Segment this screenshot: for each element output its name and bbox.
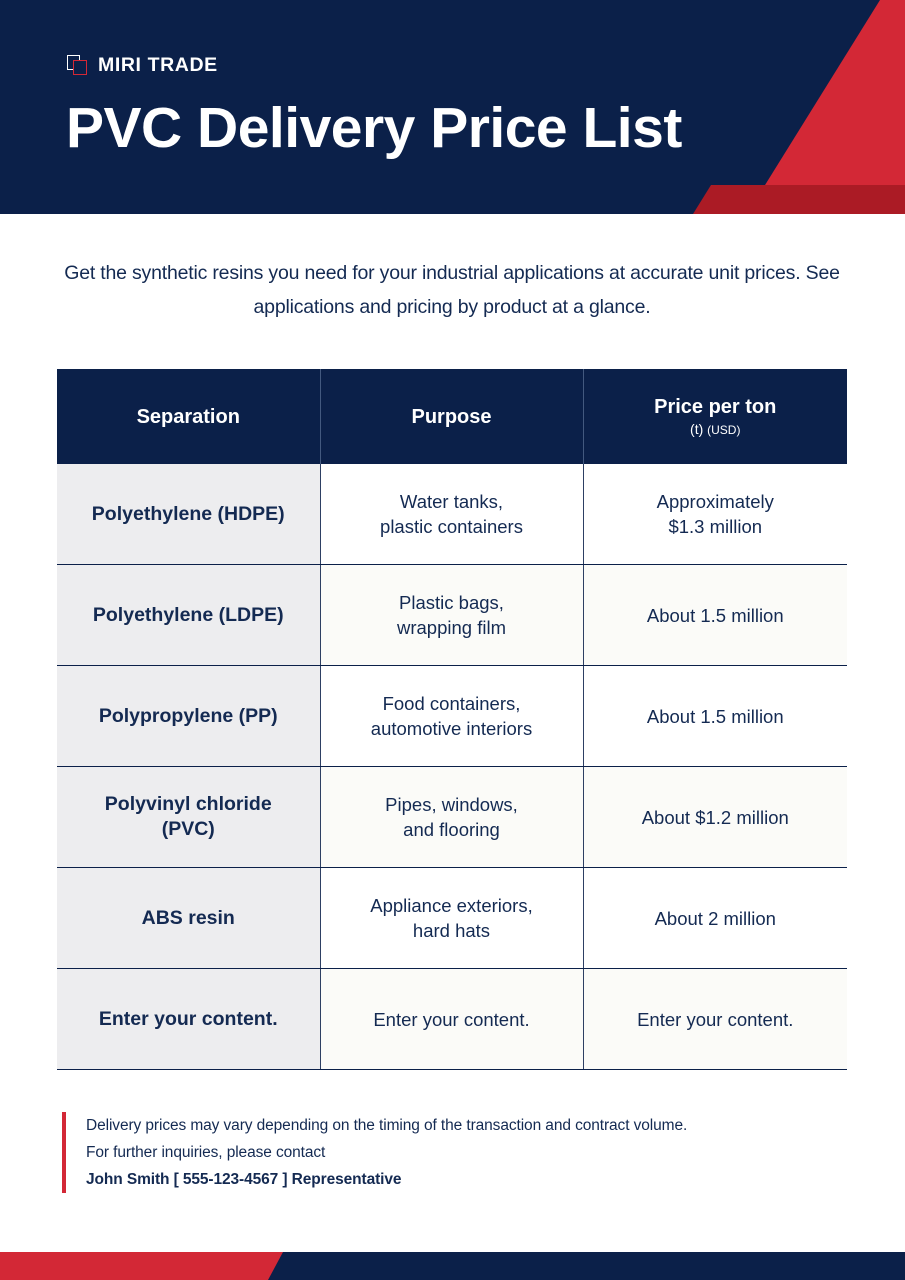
table-row	[57, 969, 847, 1070]
cell-separation-line1: Polyvinyl chloride	[104, 793, 272, 815]
cell-separation: ABS resin	[57, 868, 320, 969]
cell-purpose	[320, 767, 583, 868]
intro-paragraph: Get the synthetic resins you need for your industrial applications at accurate unit prices. See applications and pricing by product at a glance.	[64, 262, 840, 318]
cell-price	[583, 565, 847, 666]
column-header-price-units	[584, 420, 848, 439]
page-header	[0, 0, 905, 214]
cell-price-line1: About $1.2 million	[641, 806, 789, 828]
column-header-purpose-label: Purpose	[411, 405, 492, 428]
cell-purpose-line1: Water tanks,	[399, 491, 504, 512]
cell-price-placeholder[interactable]: Enter your content.	[583, 969, 847, 1070]
cell-price	[583, 868, 847, 969]
table-row	[57, 464, 847, 565]
cell-purpose	[320, 868, 583, 969]
cell-separation-line2: (PVC)	[161, 818, 215, 840]
cell-purpose-line1: Plastic bags,	[399, 592, 504, 613]
cell-separation: Polyethylene (LDPE)	[57, 565, 320, 666]
cell-purpose-line2: hard hats	[412, 920, 491, 941]
footnote-line-inquiries: For further inquiries, please contact	[86, 1144, 326, 1161]
header-red-diagonal-shape	[675, 0, 905, 214]
unit-usd: (USD)	[707, 422, 741, 437]
cell-purpose-line1: Pipes, windows,	[385, 794, 518, 815]
cell-price-line2: $1.3 million	[668, 516, 763, 537]
table-row	[57, 868, 847, 969]
cell-separation	[57, 767, 320, 868]
cell-price	[583, 767, 847, 868]
cell-purpose	[320, 565, 583, 666]
cell-purpose-line2: and flooring	[403, 819, 500, 840]
header-red-diagonal-shadow	[675, 185, 905, 214]
column-header-separation-label: Separation	[136, 405, 240, 428]
cell-purpose-placeholder[interactable]: Enter your content.	[320, 969, 583, 1070]
column-header-price	[583, 369, 847, 464]
cell-purpose-line1: Food containers,	[382, 693, 521, 714]
brand-logo	[67, 54, 218, 77]
cell-price-line1: Approximately	[656, 491, 774, 512]
column-header-purpose	[320, 369, 583, 464]
brand-name: MIRI TRADE	[98, 54, 218, 76]
cell-price-line1: About 1.5 million	[646, 705, 784, 727]
cell-separation: Polypropylene (PP)	[57, 666, 320, 767]
price-table	[57, 369, 847, 1070]
cell-purpose-line2: plastic containers	[380, 516, 523, 537]
cell-purpose-line2: automotive interiors	[370, 718, 533, 739]
footer-red-accent	[0, 1252, 300, 1280]
cell-price	[583, 464, 847, 565]
cell-separation-placeholder[interactable]: Enter your content.	[57, 969, 320, 1070]
table-row	[57, 767, 847, 868]
footnote-block	[62, 1112, 687, 1193]
cell-price-line1: About 1.5 million	[646, 604, 784, 626]
column-header-separation	[57, 369, 320, 464]
page-title: PVC Delivery Price List	[66, 96, 682, 160]
table-body	[57, 464, 847, 1070]
cell-purpose	[320, 666, 583, 767]
column-header-price-label: Price per ton	[654, 395, 777, 418]
cell-price	[583, 666, 847, 767]
footnote-line-contact: John Smith [ 555-123-4567 ] Representative	[86, 1171, 402, 1188]
logo-square-red	[73, 60, 87, 75]
cell-price-line1: About 2 million	[654, 907, 776, 929]
cell-purpose	[320, 464, 583, 565]
cell-separation: Polyethylene (HDPE)	[57, 464, 320, 565]
unit-ton: (t)	[690, 420, 704, 437]
footnote-line-disclaimer: Delivery prices may vary depending on the timing of the transaction and contract volume.	[86, 1117, 688, 1134]
cell-purpose-line2: wrapping film	[397, 617, 506, 638]
cell-purpose-line1: Appliance exteriors,	[370, 895, 533, 916]
table-header	[57, 369, 847, 464]
table-row	[57, 666, 847, 767]
table-header-row	[57, 369, 847, 464]
overlapping-squares-logo-icon	[67, 55, 88, 76]
page-footer-bar	[0, 1252, 905, 1280]
table-row	[57, 565, 847, 666]
